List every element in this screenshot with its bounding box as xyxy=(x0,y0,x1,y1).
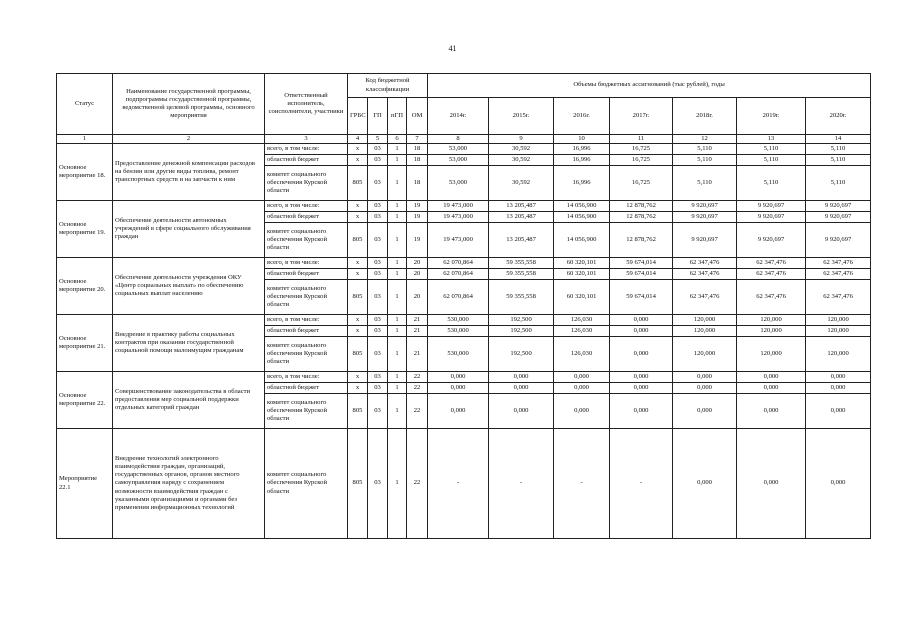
column-number: 10 xyxy=(554,135,610,144)
row-value: 5,110 xyxy=(673,155,737,166)
row-name: Обеспечение деятельности учреждения ОКУ «Центр социальных выплат» по обеспечению социальных выплат населению xyxy=(113,258,265,315)
row-value: 14 056,900 xyxy=(554,223,610,258)
header-status: Статус xyxy=(57,74,113,135)
row-value: 0,000 xyxy=(610,315,673,326)
column-number: 13 xyxy=(737,135,806,144)
row-executor: комитет социального обеспечения Курской области xyxy=(265,166,348,201)
row-grbs: 805 xyxy=(348,394,368,429)
row-status: Мероприятие 22.1 xyxy=(57,429,113,539)
row-value: 30,592 xyxy=(489,166,554,201)
table-row xyxy=(57,315,871,326)
row-grbs: 805 xyxy=(348,337,368,372)
header-code-grbs: ГРБС xyxy=(348,98,368,135)
column-number: 1 xyxy=(57,135,113,144)
row-executor: комитет социального обеспечения Курской области xyxy=(265,429,348,539)
row-executor: комитет социального обеспечения Курской области xyxy=(265,223,348,258)
row-value: 14 056,900 xyxy=(554,212,610,223)
row-value: 12 878,762 xyxy=(610,201,673,212)
column-number: 12 xyxy=(673,135,737,144)
row-status: Основное мероприятие 20. xyxy=(57,258,113,315)
row-value: 59 674,014 xyxy=(610,269,673,280)
header-year: 2018г. xyxy=(673,98,737,135)
row-value: 60 320,101 xyxy=(554,258,610,269)
row-name: Внедрение технологий электронного взаимодействия граждан, организаций, государственных органов, органов местного самоуправления наряду с сохранением возможности взаимодействия граждан с указанными организациями и органами без применения информационных технологий xyxy=(113,429,265,539)
row-grbs: х xyxy=(348,201,368,212)
row-pgp: 1 xyxy=(388,212,407,223)
row-value: 0,000 xyxy=(737,429,806,539)
row-value: 192,500 xyxy=(489,337,554,372)
row-om: 20 xyxy=(407,280,428,315)
row-executor: всего, в том числе: xyxy=(265,372,348,383)
header-code-om: ОМ xyxy=(407,98,428,135)
row-value: 120,000 xyxy=(806,315,871,326)
row-value: 62 347,476 xyxy=(806,258,871,269)
row-value: 126,030 xyxy=(554,315,610,326)
row-value: 192,500 xyxy=(489,326,554,337)
row-value: 13 205,487 xyxy=(489,201,554,212)
row-value: 12 878,762 xyxy=(610,212,673,223)
row-value: 0,000 xyxy=(489,372,554,383)
row-value: 120,000 xyxy=(806,337,871,372)
row-pgp: 1 xyxy=(388,337,407,372)
row-om: 22 xyxy=(407,429,428,539)
row-value: 62 347,476 xyxy=(737,280,806,315)
row-value: 0,000 xyxy=(806,394,871,429)
row-grbs: х xyxy=(348,212,368,223)
row-value: 9 920,697 xyxy=(737,201,806,212)
row-value: 16,725 xyxy=(610,155,673,166)
row-om: 21 xyxy=(407,326,428,337)
row-om: 18 xyxy=(407,144,428,155)
table-row xyxy=(57,144,871,155)
row-value: 9 920,697 xyxy=(673,212,737,223)
row-value: 19 473,000 xyxy=(428,212,489,223)
row-value: 0,000 xyxy=(806,429,871,539)
column-number: 14 xyxy=(806,135,871,144)
row-value: 0,000 xyxy=(737,372,806,383)
row-pgp: 1 xyxy=(388,315,407,326)
column-number-row xyxy=(57,135,871,144)
row-value: 120,000 xyxy=(806,326,871,337)
row-status: Основное мероприятие 22. xyxy=(57,372,113,429)
row-value: 62 070,864 xyxy=(428,269,489,280)
row-executor: комитет социального обеспечения Курской области xyxy=(265,337,348,372)
row-om: 19 xyxy=(407,201,428,212)
row-gp: 03 xyxy=(368,280,388,315)
row-grbs: 805 xyxy=(348,223,368,258)
header-year: 2020г. xyxy=(806,98,871,135)
row-value: 62 347,476 xyxy=(673,258,737,269)
row-value: 16,725 xyxy=(610,166,673,201)
row-om: 20 xyxy=(407,258,428,269)
row-value: 62 070,864 xyxy=(428,280,489,315)
header-year: 2015г. xyxy=(489,98,554,135)
row-value: 5,110 xyxy=(673,166,737,201)
row-value: 0,000 xyxy=(610,394,673,429)
row-grbs: 805 xyxy=(348,166,368,201)
row-grbs: х xyxy=(348,315,368,326)
row-pgp: 1 xyxy=(388,372,407,383)
row-value: 0,000 xyxy=(673,394,737,429)
column-number: 9 xyxy=(489,135,554,144)
header-executor: Ответственный исполнитель, соисполнители, участники xyxy=(265,74,348,135)
row-value: 0,000 xyxy=(610,337,673,372)
row-om: 18 xyxy=(407,155,428,166)
row-value: 62 347,476 xyxy=(806,269,871,280)
row-value: 5,110 xyxy=(737,144,806,155)
row-value: 62 347,476 xyxy=(673,269,737,280)
row-value: 0,000 xyxy=(610,383,673,394)
row-gp: 03 xyxy=(368,269,388,280)
row-value: 0,000 xyxy=(428,383,489,394)
row-value: 16,996 xyxy=(554,155,610,166)
row-value: 120,000 xyxy=(673,315,737,326)
row-value: - xyxy=(489,429,554,539)
table-row xyxy=(57,429,871,539)
header-code-gp: ГП xyxy=(368,98,388,135)
row-om: 19 xyxy=(407,223,428,258)
row-status: Основное мероприятие 21. xyxy=(57,315,113,372)
row-pgp: 1 xyxy=(388,144,407,155)
row-value: 60 320,101 xyxy=(554,269,610,280)
row-name: Совершенствование законодательства в области предоставления мер социальной поддержки отдельных категорий граждан xyxy=(113,372,265,429)
header-year: 2016г. xyxy=(554,98,610,135)
row-pgp: 1 xyxy=(388,280,407,315)
row-value: 9 920,697 xyxy=(673,223,737,258)
row-value: 0,000 xyxy=(673,429,737,539)
row-value: 5,110 xyxy=(806,166,871,201)
row-om: 21 xyxy=(407,337,428,372)
page-number: 41 xyxy=(448,44,457,53)
row-value: 0,000 xyxy=(737,394,806,429)
row-value: 16,725 xyxy=(610,144,673,155)
row-pgp: 1 xyxy=(388,269,407,280)
row-name: Предоставление денежной компенсации расходов на бензин или другие виды топлива, ремонт транспортных средств и на запчасти к ним xyxy=(113,144,265,201)
row-value: 0,000 xyxy=(489,394,554,429)
row-executor: всего, в том числе: xyxy=(265,144,348,155)
row-value: 53,000 xyxy=(428,155,489,166)
row-gp: 03 xyxy=(368,258,388,269)
row-value: 5,110 xyxy=(737,166,806,201)
row-gp: 03 xyxy=(368,212,388,223)
row-value: 5,110 xyxy=(806,144,871,155)
table-row xyxy=(57,201,871,212)
row-value: 62 347,476 xyxy=(806,280,871,315)
row-value: 59 674,014 xyxy=(610,280,673,315)
row-grbs: х xyxy=(348,372,368,383)
row-om: 21 xyxy=(407,315,428,326)
row-executor: областной бюджет xyxy=(265,155,348,166)
row-value: 0,000 xyxy=(554,383,610,394)
row-value: 59 674,014 xyxy=(610,258,673,269)
row-value: 62 347,476 xyxy=(737,258,806,269)
row-value: 30,592 xyxy=(489,144,554,155)
row-value: 120,000 xyxy=(673,326,737,337)
row-om: 18 xyxy=(407,166,428,201)
row-executor: областной бюджет xyxy=(265,326,348,337)
row-value: 0,000 xyxy=(428,372,489,383)
row-value: 126,030 xyxy=(554,337,610,372)
row-value: 530,000 xyxy=(428,326,489,337)
row-value: - xyxy=(554,429,610,539)
row-executor: областной бюджет xyxy=(265,383,348,394)
row-value: 14 056,900 xyxy=(554,201,610,212)
row-value: 530,000 xyxy=(428,315,489,326)
row-value: - xyxy=(428,429,489,539)
row-executor: областной бюджет xyxy=(265,212,348,223)
row-grbs: х xyxy=(348,269,368,280)
row-name: Внедрение в практику работы социальных контрактов при оказании государственной социальной помощи малоимущим гражданам xyxy=(113,315,265,372)
row-value: 12 878,762 xyxy=(610,223,673,258)
row-value: 19 473,000 xyxy=(428,201,489,212)
row-gp: 03 xyxy=(368,223,388,258)
row-grbs: 805 xyxy=(348,429,368,539)
row-gp: 03 xyxy=(368,383,388,394)
column-number: 3 xyxy=(265,135,348,144)
column-number: 5 xyxy=(368,135,388,144)
row-gp: 03 xyxy=(368,155,388,166)
row-status: Основное мероприятие 18. xyxy=(57,144,113,201)
row-grbs: х xyxy=(348,144,368,155)
row-executor: комитет социального обеспечения Курской области xyxy=(265,280,348,315)
row-value: 0,000 xyxy=(610,372,673,383)
row-value: 0,000 xyxy=(610,326,673,337)
row-gp: 03 xyxy=(368,429,388,539)
row-pgp: 1 xyxy=(388,155,407,166)
row-value: 9 920,697 xyxy=(806,212,871,223)
row-om: 20 xyxy=(407,269,428,280)
row-value: 9 920,697 xyxy=(806,223,871,258)
column-number: 6 xyxy=(388,135,407,144)
row-om: 22 xyxy=(407,372,428,383)
row-value: 0,000 xyxy=(673,372,737,383)
row-executor: комитет социального обеспечения Курской области xyxy=(265,394,348,429)
row-pgp: 1 xyxy=(388,166,407,201)
row-value: 120,000 xyxy=(673,337,737,372)
row-value: 53,000 xyxy=(428,144,489,155)
column-number: 11 xyxy=(610,135,673,144)
row-pgp: 1 xyxy=(388,394,407,429)
row-value: 120,000 xyxy=(737,315,806,326)
row-value: 19 473,000 xyxy=(428,223,489,258)
row-value: 16,996 xyxy=(554,166,610,201)
row-value: 0,000 xyxy=(428,394,489,429)
row-value: 59 355,558 xyxy=(489,280,554,315)
column-number: 8 xyxy=(428,135,489,144)
row-value: 5,110 xyxy=(673,144,737,155)
row-value: 5,110 xyxy=(806,155,871,166)
row-gp: 03 xyxy=(368,372,388,383)
row-gp: 03 xyxy=(368,144,388,155)
table-row xyxy=(57,258,871,269)
row-value: 530,000 xyxy=(428,337,489,372)
row-om: 22 xyxy=(407,394,428,429)
row-value: - xyxy=(610,429,673,539)
row-value: 62 070,864 xyxy=(428,258,489,269)
row-grbs: х xyxy=(348,326,368,337)
header-year: 2017г. xyxy=(610,98,673,135)
header-code-pgp: пГП xyxy=(388,98,407,135)
row-gp: 03 xyxy=(368,337,388,372)
row-executor: областной бюджет xyxy=(265,269,348,280)
row-value: 0,000 xyxy=(806,383,871,394)
row-executor: всего, в том числе: xyxy=(265,258,348,269)
row-value: 13 205,487 xyxy=(489,212,554,223)
row-value: 0,000 xyxy=(806,372,871,383)
row-status: Основное мероприятие 19. xyxy=(57,201,113,258)
row-value: 120,000 xyxy=(737,326,806,337)
column-number: 7 xyxy=(407,135,428,144)
row-om: 19 xyxy=(407,212,428,223)
row-executor: всего, в том числе: xyxy=(265,201,348,212)
header-budget-code: Код бюджетной классификации xyxy=(348,74,428,98)
row-value: 120,000 xyxy=(737,337,806,372)
header-year: 2019г. xyxy=(737,98,806,135)
header-volumes: Объемы бюджетных ассигнований (тыс рублей), годы xyxy=(428,74,871,98)
table-row xyxy=(57,372,871,383)
row-grbs: х xyxy=(348,155,368,166)
row-value: 30,592 xyxy=(489,155,554,166)
row-value: 9 920,697 xyxy=(806,201,871,212)
row-pgp: 1 xyxy=(388,429,407,539)
row-pgp: 1 xyxy=(388,223,407,258)
row-pgp: 1 xyxy=(388,326,407,337)
row-value: 192,500 xyxy=(489,315,554,326)
row-gp: 03 xyxy=(368,394,388,429)
row-grbs: х xyxy=(348,258,368,269)
row-value: 16,996 xyxy=(554,144,610,155)
row-value: 0,000 xyxy=(737,383,806,394)
row-value: 0,000 xyxy=(554,372,610,383)
row-value: 60 320,101 xyxy=(554,280,610,315)
row-value: 53,000 xyxy=(428,166,489,201)
row-value: 126,030 xyxy=(554,326,610,337)
row-value: 9 920,697 xyxy=(673,201,737,212)
header-year: 2014г. xyxy=(428,98,489,135)
row-name: Обеспечение деятельности автономных учреждений в сфере социального обслуживания граждан xyxy=(113,201,265,258)
row-pgp: 1 xyxy=(388,258,407,269)
row-grbs: х xyxy=(348,383,368,394)
column-number: 2 xyxy=(113,135,265,144)
row-gp: 03 xyxy=(368,166,388,201)
row-om: 22 xyxy=(407,383,428,394)
row-pgp: 1 xyxy=(388,383,407,394)
row-value: 5,110 xyxy=(737,155,806,166)
row-pgp: 1 xyxy=(388,201,407,212)
row-value: 9 920,697 xyxy=(737,212,806,223)
row-value: 0,000 xyxy=(554,394,610,429)
row-value: 62 347,476 xyxy=(673,280,737,315)
row-gp: 03 xyxy=(368,201,388,212)
column-number: 4 xyxy=(348,135,368,144)
row-value: 9 920,697 xyxy=(737,223,806,258)
row-value: 0,000 xyxy=(673,383,737,394)
row-value: 0,000 xyxy=(489,383,554,394)
row-gp: 03 xyxy=(368,315,388,326)
row-grbs: 805 xyxy=(348,280,368,315)
row-value: 59 355,558 xyxy=(489,269,554,280)
row-gp: 03 xyxy=(368,326,388,337)
header-name: Наименование государственной программы, подпрограммы государственной программы, ведомственной целевой программы, основного мероприятия xyxy=(113,74,265,135)
row-value: 62 347,476 xyxy=(737,269,806,280)
row-value: 13 205,487 xyxy=(489,223,554,258)
row-value: 59 355,558 xyxy=(489,258,554,269)
row-executor: всего, в том числе: xyxy=(265,315,348,326)
budget-table xyxy=(56,73,871,539)
